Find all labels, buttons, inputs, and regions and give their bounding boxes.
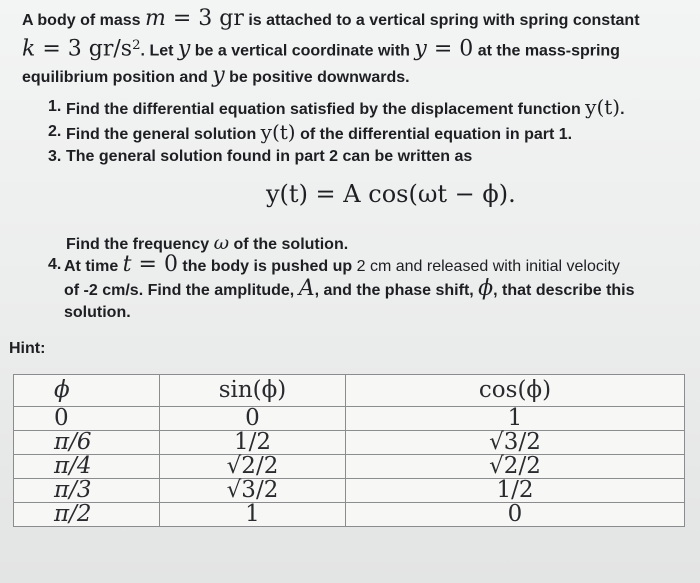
- item-text: 2 cm and released with initial velocity: [352, 258, 620, 275]
- phi-symbol: ϕ: [478, 276, 494, 301]
- item-number: 3.: [48, 148, 62, 165]
- function-notation: y(t): [260, 120, 296, 144]
- intro-text: . Let: [140, 42, 178, 60]
- question-list: [48, 96, 698, 168]
- item-number: 1.: [48, 98, 62, 115]
- table-row: [14, 407, 685, 431]
- intro-text: at the mass-spring: [473, 42, 620, 60]
- column-header: sin(ϕ): [160, 375, 346, 407]
- table-cell: π/6: [14, 431, 160, 455]
- table-row: [14, 479, 685, 503]
- table-cell: 1/2: [160, 431, 346, 455]
- table-row: [14, 455, 685, 479]
- item-number: 4.: [48, 256, 62, 273]
- exponent: 2: [132, 38, 141, 53]
- item-text: of the differential equation in part 1.: [295, 126, 573, 143]
- equals-sign: =: [426, 36, 460, 62]
- table-cell: π/2: [14, 503, 160, 527]
- general-solution-formula: y(t) = A cos(ωt − ϕ).: [266, 180, 516, 208]
- table-row: [14, 431, 685, 455]
- y-variable: y: [177, 36, 191, 62]
- table-cell: √3/2: [160, 479, 346, 503]
- table-cell: π/3: [14, 479, 160, 503]
- item-text: solution.: [64, 304, 131, 321]
- zero-value: 0: [459, 36, 474, 62]
- hint-label: Hint:: [9, 340, 46, 357]
- list-item: [48, 254, 698, 324]
- column-header: cos(ϕ): [346, 375, 685, 407]
- item-text: the body is: [177, 258, 272, 275]
- amplitude-variable: A: [298, 276, 315, 301]
- intro-text: equilibrium position and: [22, 69, 213, 87]
- table-cell: 0: [346, 503, 685, 527]
- intro-text: be positive downwards.: [224, 69, 410, 87]
- item-number: 2.: [48, 123, 62, 140]
- zero-value: 0: [163, 252, 178, 277]
- item-text: Find the frequency: [66, 236, 214, 253]
- item-text: At time: [64, 258, 123, 275]
- y-variable: y: [212, 63, 225, 89]
- equals-sign: =: [131, 252, 164, 277]
- intro-text: is attached to a vertical spring with spring constant: [243, 12, 640, 29]
- item-text: of -2 cm/s. Find the amplitude,: [64, 282, 299, 299]
- table-cell: √2/2: [346, 455, 685, 479]
- table-row: [14, 503, 685, 527]
- mass-value: = 3: [165, 6, 220, 31]
- t-variable: t: [122, 252, 132, 277]
- problem-intro: [22, 6, 682, 90]
- list-item: [48, 96, 698, 121]
- item-text: of the solution.: [229, 236, 349, 253]
- intro-text: be a vertical coordinate with: [190, 42, 415, 60]
- item-text: Find the general solution: [66, 126, 261, 143]
- table-cell: √2/2: [160, 455, 346, 479]
- table-cell: 1: [160, 503, 346, 527]
- trig-values-table: [13, 374, 685, 527]
- intro-text: A body of mass: [22, 12, 145, 29]
- item-text: .: [620, 101, 625, 118]
- mass-unit: gr: [219, 6, 244, 31]
- table-cell: π/4: [14, 455, 160, 479]
- table-cell: 0: [160, 407, 346, 431]
- mass-variable: m: [144, 6, 166, 31]
- emphasized-text: pushed up: [271, 258, 353, 275]
- table-header-row: [14, 375, 685, 407]
- function-notation: y(t): [585, 95, 621, 119]
- column-header: ϕ: [14, 375, 160, 407]
- table-cell: 1/2: [346, 479, 685, 503]
- y-variable: y: [414, 36, 427, 62]
- item-text: The general solution found in part 2 can be written as: [66, 148, 473, 165]
- frequency-question: [66, 232, 348, 254]
- item-text: , that describe this: [493, 282, 635, 299]
- item-text: Find the differential equation satisfied by the displacement function: [66, 101, 586, 118]
- table-cell: 0: [14, 407, 160, 431]
- spring-constant-variable: k: [22, 36, 36, 62]
- omega-symbol: ω: [213, 232, 230, 254]
- table-cell: √3/2: [346, 431, 685, 455]
- spring-constant-value: = 3 gr/s: [35, 36, 133, 62]
- list-item: [48, 146, 698, 168]
- list-item: [48, 121, 698, 146]
- table-cell: 1: [346, 407, 685, 431]
- item-text: , and the phase shift,: [314, 282, 479, 299]
